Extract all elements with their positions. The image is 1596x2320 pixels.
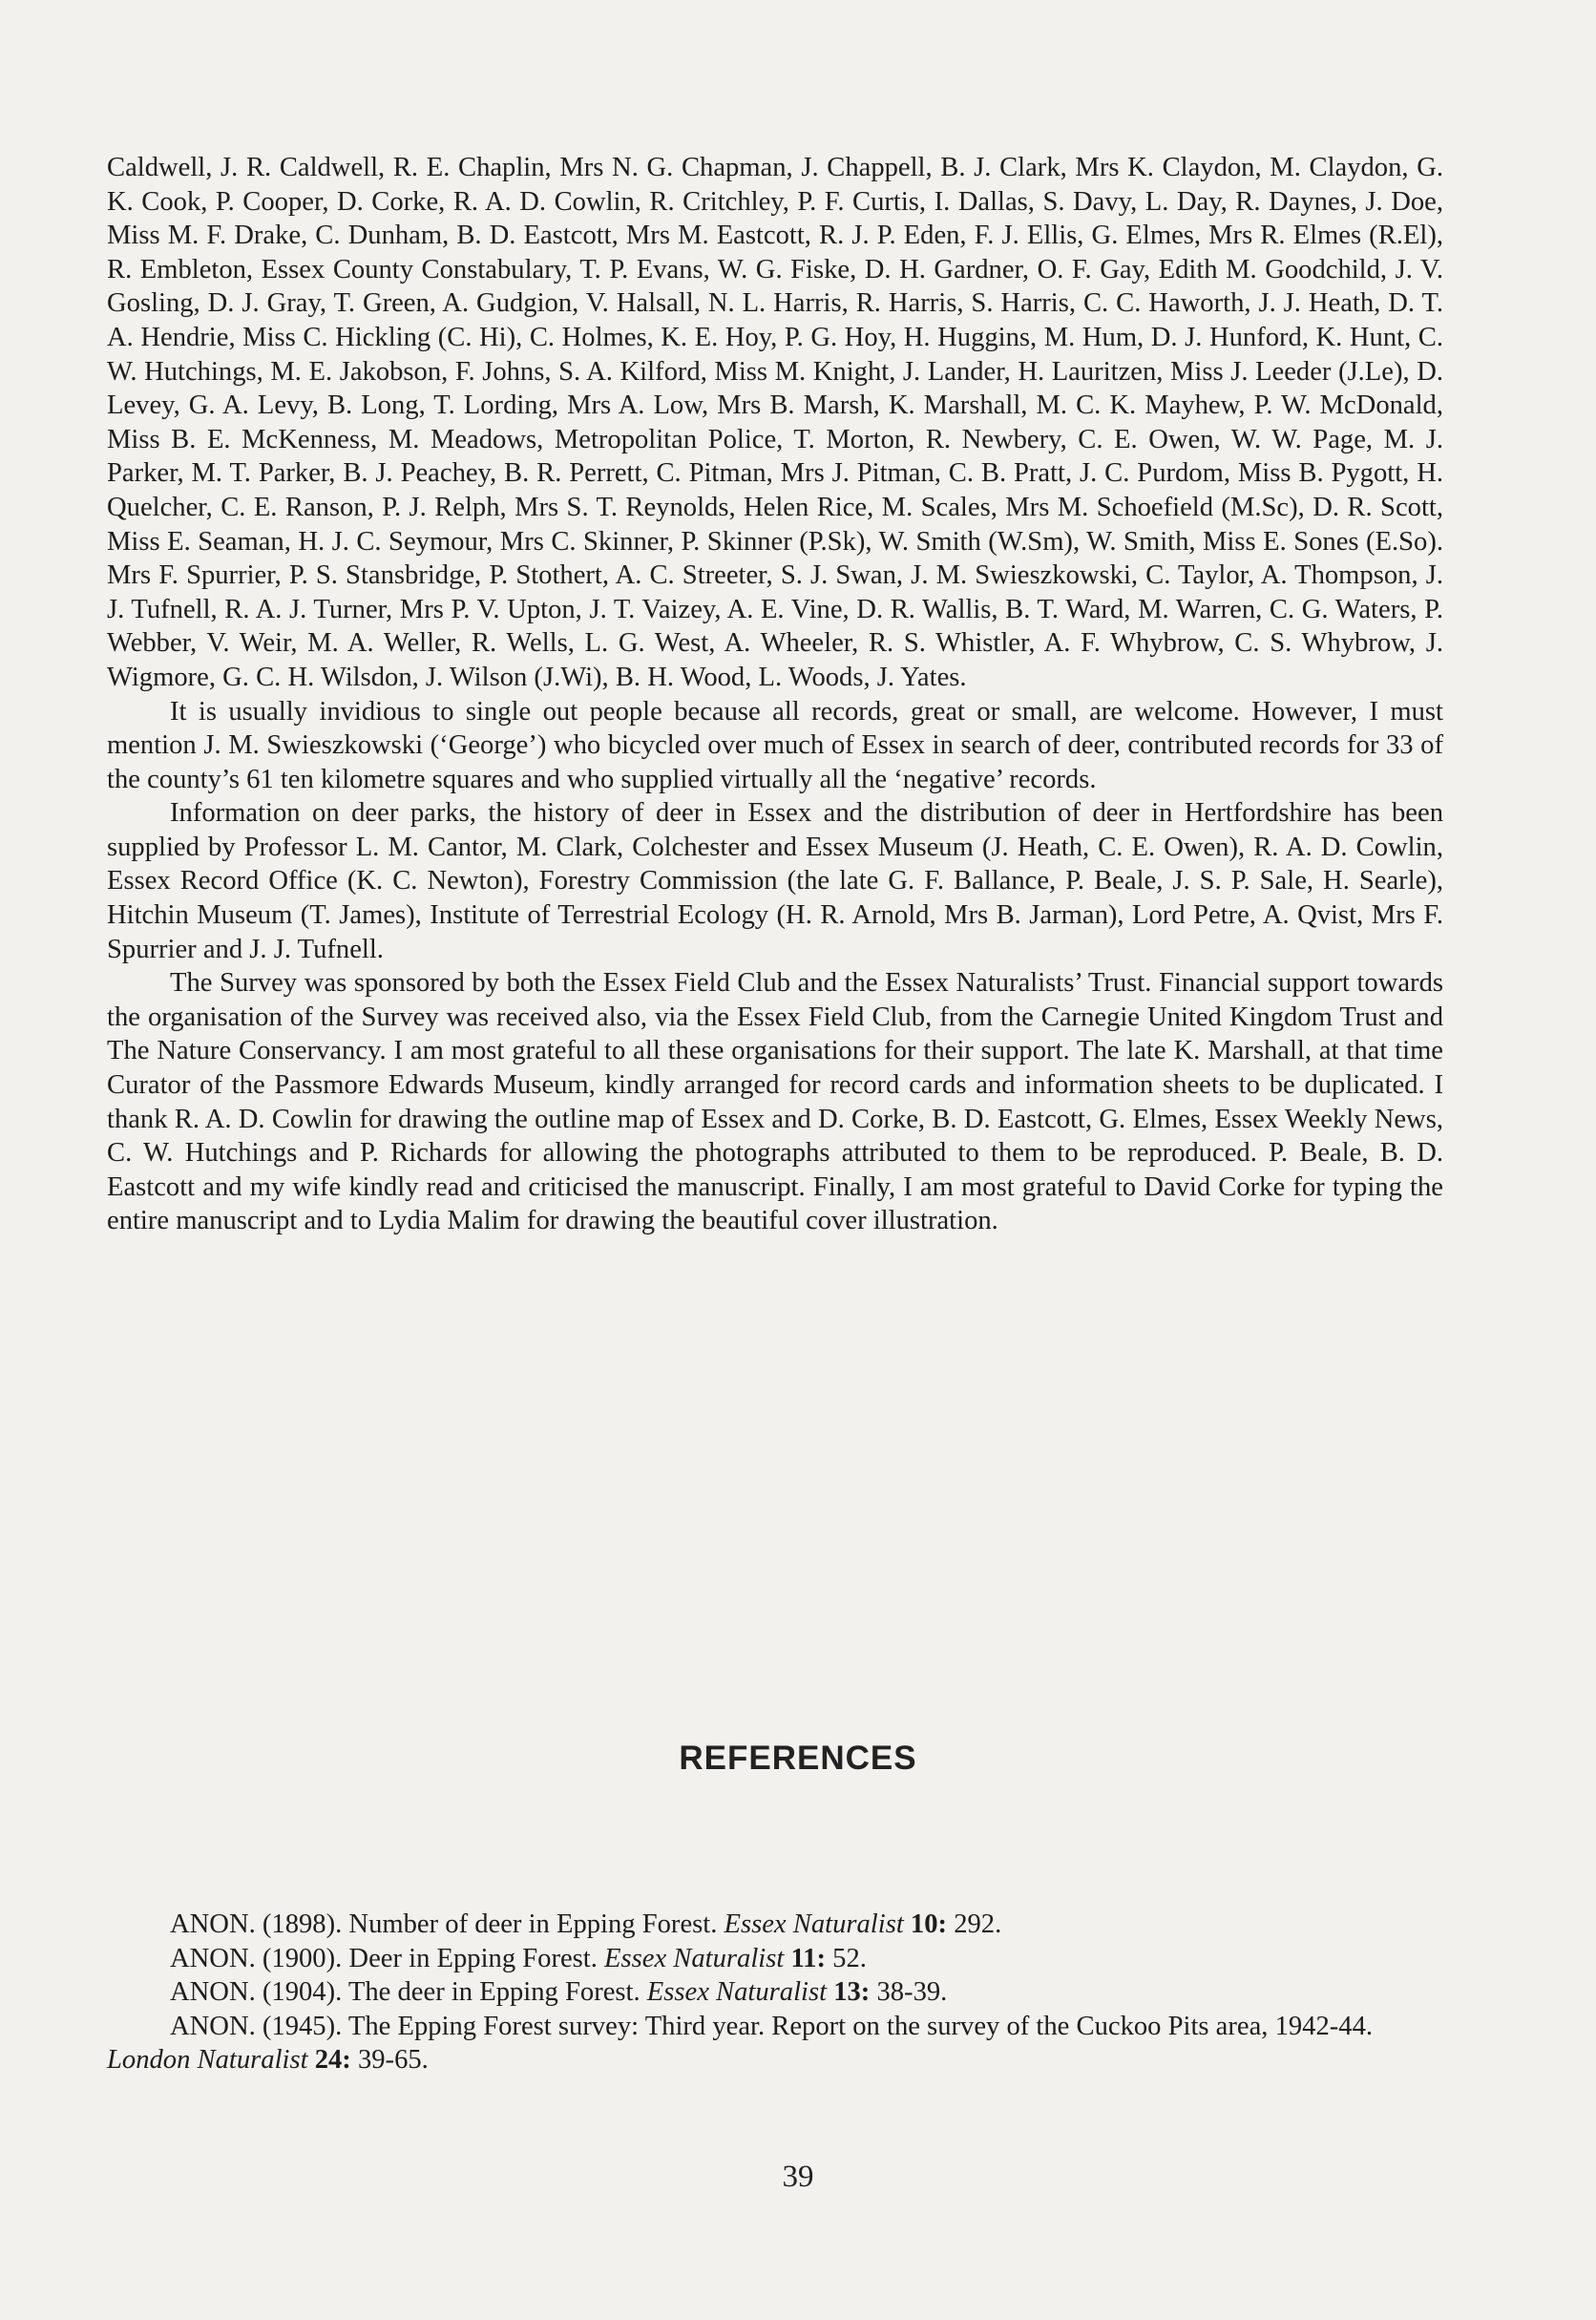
contributors-paragraph: Caldwell, J. R. Caldwell, R. E. Chaplin, Mrs N. G. Chapman, J. Chappell, B. J. Clark, Mrs K. Claydon, M. Claydon, G. K. Cook, P. Cooper, D. Corke, R. A. D. Cowlin, R. Critchley, P. F. Curtis, I. Dallas, S. Davy, L. Day, R. Daynes, J. Doe, Miss M. F. Drake, C. Dunham, B. D. Eastcott, Mrs M. Eastcott, R. J. P. Eden, F. J. Ellis, G. Elmes, Mrs R. Elmes (R.El), R. Embleton, Essex County Constabulary, T. P. Evans, W. G. Fiske, D. H. Gardner, O. F. Gay, Edith M. Goodchild, J. V. Gosling, D. J. Gray, T. Green, A. Gudgion, V. Halsall, N. L. Harris, R. Harris, S. Harris, C. C. Haworth, J. J. Heath, D. T. A. Hendrie, Miss C. Hickling (C. Hi), C. Holmes, K. E. Hoy, P. G. Hoy, H. Huggins, M. Hum, D. J. Hunford, K. Hunt, C. W. Hutchings, M. E. Jakobson, F. Johns, S. A. Kilford, Miss M. Knight, J. Lander, H. Lauritzen, Miss J. Leeder (J.Le), D. Levey, G. A. Levy, B. Long, T. Lording, Mrs A. Low, Mrs B. Marsh, K. Marshall, M. C. K. Mayhew, P. W. McDonald, Miss B. E. McKenness, M. Meadows, Metropolitan Police, T. Morton, R. Newbery, C. E. Owen, W. W. Page, M. J. Parker, M. T. Parker, B. J. Peachey, B. R. Perrett, C. Pitman, Mrs J. Pitman, C. B. Pratt, J. C. Purdom, Miss B. Pygott, H. Quelcher, C. E. Ranson, P. J. Relph, Mrs S. T. Reynolds, Helen Rice, M. Scales, Mrs M. Schoefield (M.Sc), D. R. Scott, Miss E. Seaman, H. J. C. Seymour, Mrs C. Skinner, P. Skinner (P.Sk), W. Smith (W.Sm), W. Smith, Miss E. Sones (E.So). Mrs F. Spurrier, P. S. Stansbridge, P. Stothert, A. C. Streeter, S. J. Swan, J. M. Swieszkowski, C. Taylor, A. Thompson, J. J. Tufnell, R. A. J. Turner, Mrs P. V. Upton, J. T. Vaizey, A. E. Vine, D. R. Wallis, B. T. Ward, M. Warren, C. G. Waters, P. Webber, V. Weir, M. A. Weller, R. Wells, L. G. West, A. Wheeler, R. S. Whistler, A. F. Whybrow, C. S. Whybrow, J. Wigmore, G. C. H. Wilsdon, J. Wilson (J.Wi), B. H. Wood, L. Woods, J. Yates. — [107, 153, 1443, 692]
acknowledgements-text — [107, 151, 1443, 1238]
journal-title: Essex Naturalist — [646, 1977, 828, 2008]
reference-entry: ANON. (1945). The Epping Forest survey: Third year. Report on the survey of the Cuckoo Pits area, 1942-44. London Naturalist 24: 39-65. — [107, 2011, 1374, 2076]
sponsorship-paragraph: The Survey was sponsored by both the Essex Field Club and the Essex Naturalists’ Trust. Financial support towards the organisation of the Survey was received also, via the Essex Field Club, from the Carnegie United Kingdom Trust and The Nature Conservancy. I am most grateful to all these organisations for their support. The late K. Marshall, at that time Curator of the Passmore Edwards Museum, kindly arranged for record cards and information sheets to be duplicated. I thank R. A. D. Cowlin for drawing the outline map of Essex and D. Corke, B. D. Eastcott, G. Elmes, Essex Weekly News, C. W. Hutchings and P. Richards for allowing the photographs attributed to them to be reproduced. P. Beale, B. D. Eastcott and my wife kindly read and criticised the manuscript. Finally, I am most grateful to David Corke for typing the entire manuscript and to Lydia Malim for drawing the beautiful cover illustration. — [107, 968, 1443, 1236]
journal-title: Essex Naturalist — [604, 1943, 785, 1973]
journal-title: Essex Naturalist — [724, 1909, 904, 1939]
reference-entry: ANON. (1900). Deer in Epping Forest. Essex Naturalist 11: 52. — [170, 1943, 867, 1973]
journal-volume: 24: — [314, 2045, 351, 2076]
reference-entry: ANON. (1904). The deer in Epping Forest. Essex Naturalist 13: 38-39. — [170, 1977, 948, 2008]
information-sources-paragraph: Information on deer parks, the history of deer in Essex and the distribution of deer in Hertfordshire has been supplied by Professor L. M. Cantor, M. Clark, Colchester and Essex Museum (J. Heath, C. E. Owen), R. A. D. Cowlin, Essex Record Office (K. C. Newton), Forestry Commission (the late G. F. Ballance, P. Beale, J. S. P. Sale, H. Searle), Hitchin Museum (T. James), Institute of Terrestrial Ecology (H. R. Arnold, Mrs B. Jarman), Lord Petre, A. Qvist, Mrs F. Spurrier and J. J. Tufnell. — [107, 798, 1443, 964]
swieszkowski-paragraph: It is usually invidious to single out people because all records, great or small, are welcome. However, I must mention J. M. Swieszkowski (‘George’) who bicycled over much of Essex in search of deer, contributed records for 33 of the county’s 61 ten kilometre squares and who supplied virtually all the ‘negative’ records. — [107, 696, 1443, 794]
journal-volume: 11: — [790, 1943, 826, 1973]
references-list — [107, 1908, 1443, 2077]
references-heading: REFERENCES — [679, 1740, 917, 1777]
journal-volume: 10: — [910, 1909, 948, 1939]
reference-entry: ANON. (1898). Number of deer in Epping Forest. Essex Naturalist 10: 292. — [170, 1909, 1002, 1939]
journal-volume: 13: — [833, 1977, 871, 2008]
page-number: 39 — [782, 2160, 814, 2194]
journal-title: London Naturalist — [107, 2045, 308, 2076]
